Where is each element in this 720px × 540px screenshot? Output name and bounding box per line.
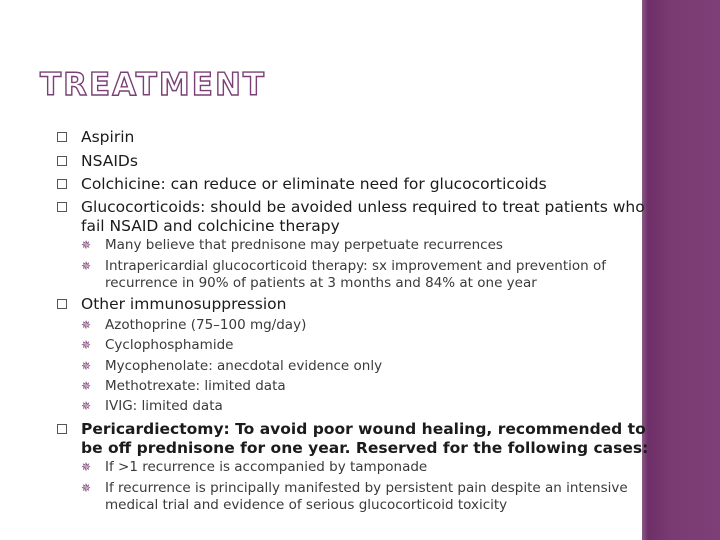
checkbox-bullet-icon [57, 424, 67, 434]
sub-bullet-item [81, 337, 665, 354]
sub-bullet-item [81, 398, 665, 415]
checkbox-bullet-icon [57, 299, 67, 309]
checkbox-bullet-icon [57, 132, 67, 142]
checkbox-bullet-icon [57, 179, 67, 189]
sub-bullet-text: IVIG: limited data [105, 398, 223, 414]
bullet-item [81, 175, 681, 194]
sub-bullet-text: Methotrexate: limited data [105, 378, 286, 394]
sub-bullet-item [81, 258, 645, 291]
bullet-item [81, 295, 681, 314]
bullet-item [81, 198, 666, 236]
sub-bullet-text: If >1 recurrence is accompanied by tamponade [105, 459, 428, 475]
sub-bullet-text: Many believe that prednisone may perpetuate recurrences [105, 237, 503, 253]
sub-bullet-item [81, 237, 665, 254]
sub-bullet-item [81, 378, 665, 395]
bullet-text: Other immunosuppression [81, 295, 287, 313]
checkbox-bullet-icon [57, 156, 67, 166]
sun-bullet-icon: ✵ [81, 460, 92, 474]
bullet-item [81, 420, 671, 458]
bullet-text: Glucocorticoids: should be avoided unless required to treat patients who fail NSAID and colchicine therapy [81, 198, 645, 235]
sun-bullet-icon: ✵ [81, 399, 92, 413]
sun-bullet-icon: ✵ [81, 481, 92, 495]
sun-bullet-icon: ✵ [81, 338, 92, 352]
sub-bullet-item [81, 480, 660, 513]
sun-bullet-icon: ✵ [81, 259, 92, 273]
sub-bullet-text: If recurrence is principally manifested by persistent pain despite an intensive medical trial and evidence of serious glucocorticoid toxicity [105, 480, 628, 513]
bullet-item [81, 152, 681, 171]
sub-bullet-item [81, 358, 665, 375]
sub-bullet-text: Mycophenolate: anecdotal evidence only [105, 358, 383, 374]
sub-bullet-text: Cyclophosphamide [105, 337, 234, 353]
sun-bullet-icon: ✵ [81, 359, 92, 373]
bullet-item [81, 128, 681, 147]
sun-bullet-icon: ✵ [81, 318, 92, 332]
sub-bullet-item [81, 317, 665, 334]
slide-title: TREATMENT [40, 67, 267, 103]
bullet-text: Aspirin [81, 128, 135, 146]
sun-bullet-icon: ✵ [81, 379, 92, 393]
bullet-text: Colchicine: can reduce or eliminate need for glucocorticoids [81, 175, 547, 193]
checkbox-bullet-icon [57, 202, 67, 212]
sub-bullet-item [81, 459, 665, 476]
sub-bullet-text: Intrapericardial glucocorticoid therapy: sx improvement and prevention of recurrence in 90% of patients at 3 months and 84% at one year [105, 258, 607, 291]
bullet-text: Pericardiectomy: To avoid poor wound healing, recommended to be off prednisone for one year. Reserved for the following cases: [81, 420, 649, 457]
bullet-text: NSAIDs [81, 152, 138, 170]
sun-bullet-icon: ✵ [81, 238, 92, 252]
sub-bullet-text: Azothoprine (75–100 mg/day) [105, 317, 307, 333]
